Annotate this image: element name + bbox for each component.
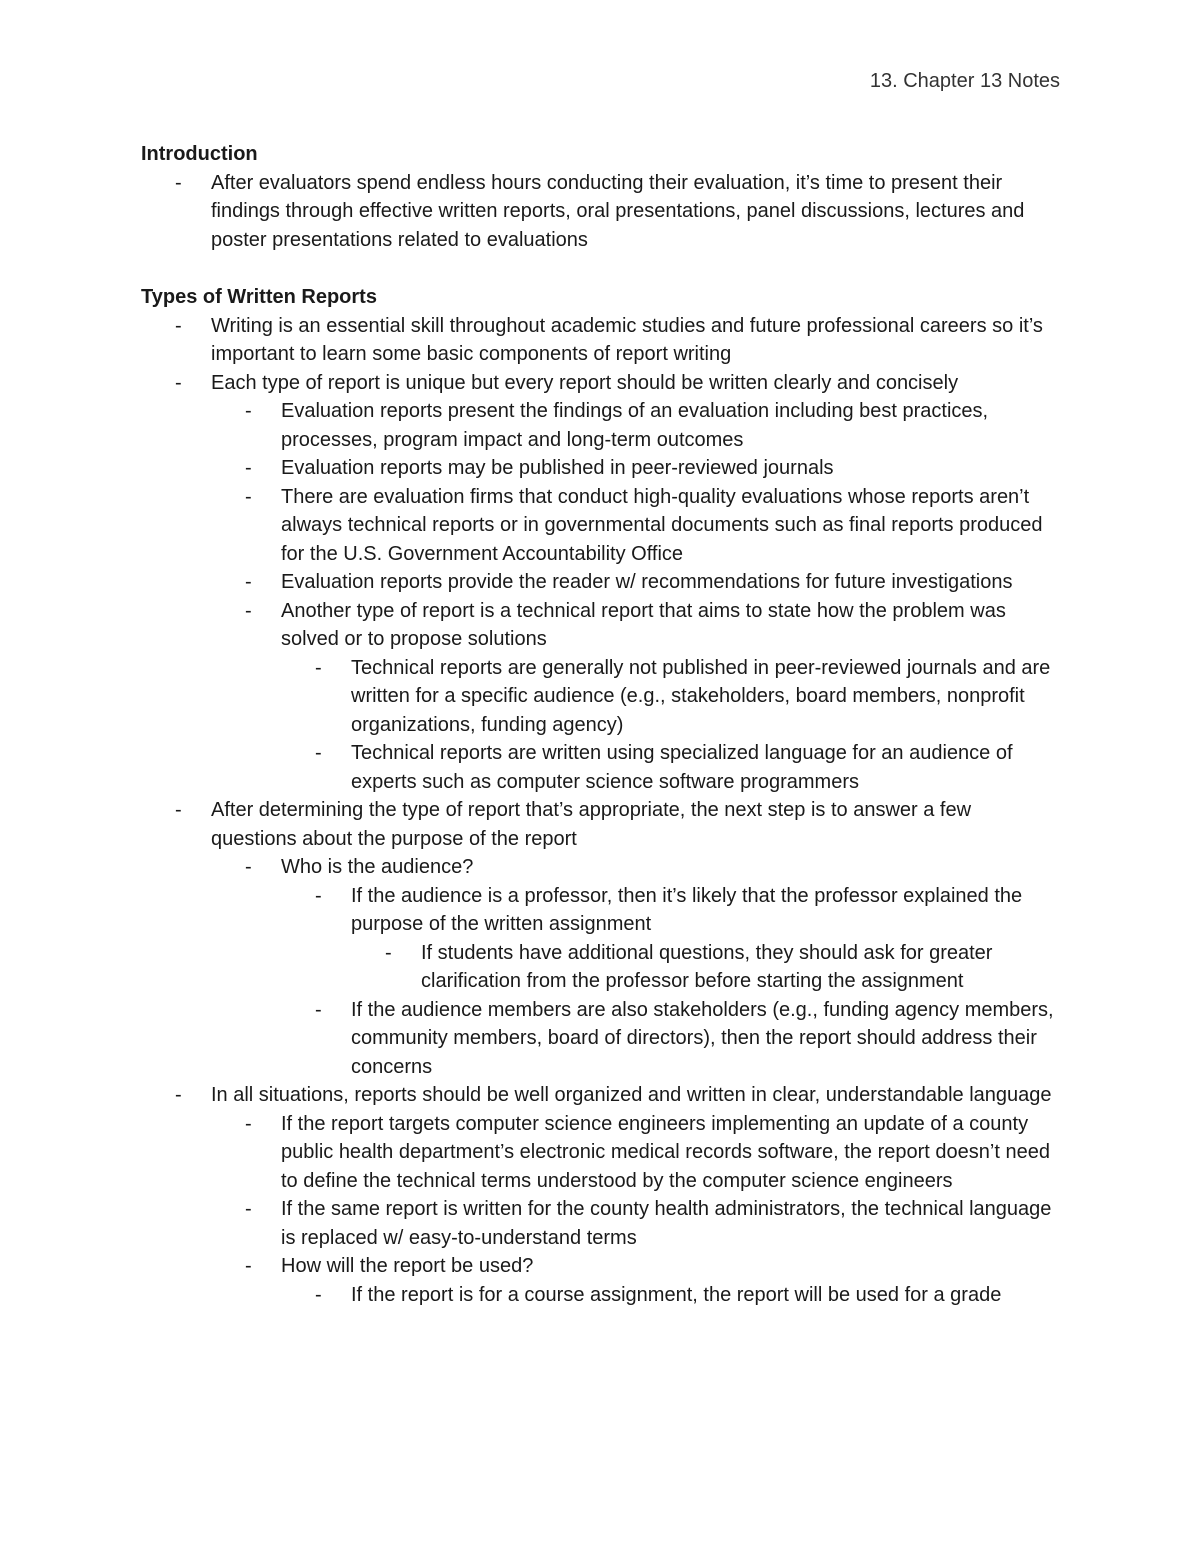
dash-bullet-icon: - [175, 314, 182, 337]
sub-list [281, 882, 1061, 1082]
list-item: - There are evaluation firms that conduct high-quality evaluations whose reports aren’t always technical reports or in governmental documents such as final reports produced for the U.S. Government Accountability Office [211, 483, 1061, 569]
list-item: - Technical reports are written using specialized language for an audience of experts such as computer science software programmers [281, 739, 1061, 796]
list-item: - Each type of report is unique but every report should be written clearly and concisely - Evaluation reports present the findings of an evaluation including best practices, processes, program impact and long-term outcomes - Evaluation reports may be published in peer-reviewed journals - There are evaluation firms that conduct high-quality evaluations whose reports aren’t always technical reports or in governmental documents such as final reports produced for the U.S. Government Accountability Office - Evaluation reports provide the reader w/ recommendations for future investigations - Another type of report is a technical report that aims to state how the problem was solved or to propose solutions - Technical reports are generally not published in peer-reviewed journals and are written for a specific audience (e.g., stakeholders, board members, nonprofit organizations, funding agency) - Technical reports are written using specialized language for an audience of experts such as computer science software programmers [141, 369, 1061, 797]
dash-bullet-icon: - [175, 1084, 182, 1106]
dash-bullet-icon: - [245, 1255, 252, 1277]
sub-list [351, 939, 1061, 996]
list-item: - If the report is for a course assignment, the report will be used for a grade [281, 1281, 1061, 1310]
list-item: - If the audience members are also stakeholders (e.g., funding agency members, community members, board of directors), then the report should address their concerns [281, 996, 1061, 1082]
list-item: - Evaluation reports may be published in peer-reviewed journals [211, 454, 1061, 483]
dash-bullet-icon: - [245, 599, 252, 622]
dash-bullet-icon: - [315, 998, 322, 1021]
document-body [141, 140, 1061, 1309]
dash-bullet-icon: - [245, 485, 252, 508]
dash-bullet-icon: - [385, 941, 392, 964]
list-item: - After determining the type of report that’s appropriate, the next step is to answer a few questions about the purpose of the report - Who is the audience? - If the audience is a professor, then it’s likely that the professor explained the purpose of the written assignment - If students have additional questions, they should ask for greater clarification from the professor before starting the assignment - If the audience members are also stakeholders (e.g., funding agency members, community members, board of directors), then the report should address their concerns [141, 796, 1061, 1081]
introduction-list [141, 169, 1061, 255]
list-item: - Evaluation reports present the findings of an evaluation including best practices, processes, program impact and long-term outcomes [211, 397, 1061, 454]
list-item: - How will the report be used? - If the report is for a course assignment, the report will be used for a grade [211, 1252, 1061, 1309]
sub-list [211, 853, 1061, 1081]
dash-bullet-icon: - [245, 571, 252, 593]
dash-bullet-icon: - [315, 742, 322, 764]
list-item: - Writing is an essential skill throughout academic studies and future professional careers so it’s important to learn some basic components of report writing [141, 312, 1061, 369]
sub-list [211, 397, 1061, 796]
list-item: - Evaluation reports provide the reader w/ recommendations for future investigations [211, 568, 1061, 597]
section-heading-introduction: Introduction [141, 143, 258, 165]
dash-bullet-icon: - [245, 856, 252, 878]
list-item: - If students have additional questions, they should ask for greater clarification from the professor before starting the assignment [351, 939, 1061, 996]
types-list [141, 312, 1061, 1310]
dash-bullet-icon: - [245, 1198, 252, 1220]
sub-list [211, 1110, 1061, 1310]
list-item: - If the report targets computer science engineers implementing an update of a county public health department’s electronic medical records software, the report doesn’t need to define the technical terms understood by the computer science engineers [211, 1110, 1061, 1196]
dash-bullet-icon: - [175, 171, 182, 194]
dash-bullet-icon: - [245, 1112, 252, 1135]
dash-bullet-icon: - [175, 371, 182, 394]
sub-list [281, 1281, 1061, 1310]
list-item: - Another type of report is a technical report that aims to state how the problem was solved or to propose solutions - Technical reports are generally not published in peer-reviewed journals and are written for a specific audience (e.g., stakeholders, board members, nonprofit organizations, funding agency) - Technical reports are written using specialized language for an audience of experts such as computer science software programmers [211, 597, 1061, 797]
section-heading-types-of-written-reports: Types of Written Reports [141, 286, 377, 308]
sub-list [281, 654, 1061, 797]
page-header: 13. Chapter 13 Notes [869, 70, 1060, 92]
dash-bullet-icon: - [315, 656, 322, 679]
dash-bullet-icon: - [175, 799, 182, 821]
list-item: - After evaluators spend endless hours conducting their evaluation, it’s time to present their findings through effective written reports, oral presentations, panel discussions, lectures and poster presentations related to evaluations [141, 169, 1061, 255]
dash-bullet-icon: - [315, 1283, 322, 1306]
dash-bullet-icon: - [245, 400, 252, 422]
list-item: - Who is the audience? - If the audience is a professor, then it’s likely that the professor explained the purpose of the written assignment - If students have additional questions, they should ask for greater clarification from the professor before starting the assignment - If the audience members are also stakeholders (e.g., funding agency members, community members, board of directors), then the report should address their concerns [211, 853, 1061, 1081]
dash-bullet-icon: - [245, 457, 252, 479]
list-item: - Technical reports are generally not published in peer-reviewed journals and are written for a specific audience (e.g., stakeholders, board members, nonprofit organizations, funding agency) [281, 654, 1061, 740]
list-item: - In all situations, reports should be well organized and written in clear, understandable language - If the report targets computer science engineers implementing an update of a county public health department’s electronic medical records software, the report doesn’t need to define the technical terms understood by the computer science engineers - If the same report is written for the county health administrators, the technical language is replaced w/ easy-to-understand terms - How will the report be used? - If the report is for a course assignment, the report will be used for a grade [141, 1081, 1061, 1309]
list-item: - If the same report is written for the county health administrators, the technical language is replaced w/ easy-to-understand terms [211, 1195, 1061, 1252]
list-item: - If the audience is a professor, then it’s likely that the professor explained the purpose of the written assignment - If students have additional questions, they should ask for greater clarification from the professor before starting the assignment [281, 882, 1061, 996]
dash-bullet-icon: - [315, 884, 322, 907]
